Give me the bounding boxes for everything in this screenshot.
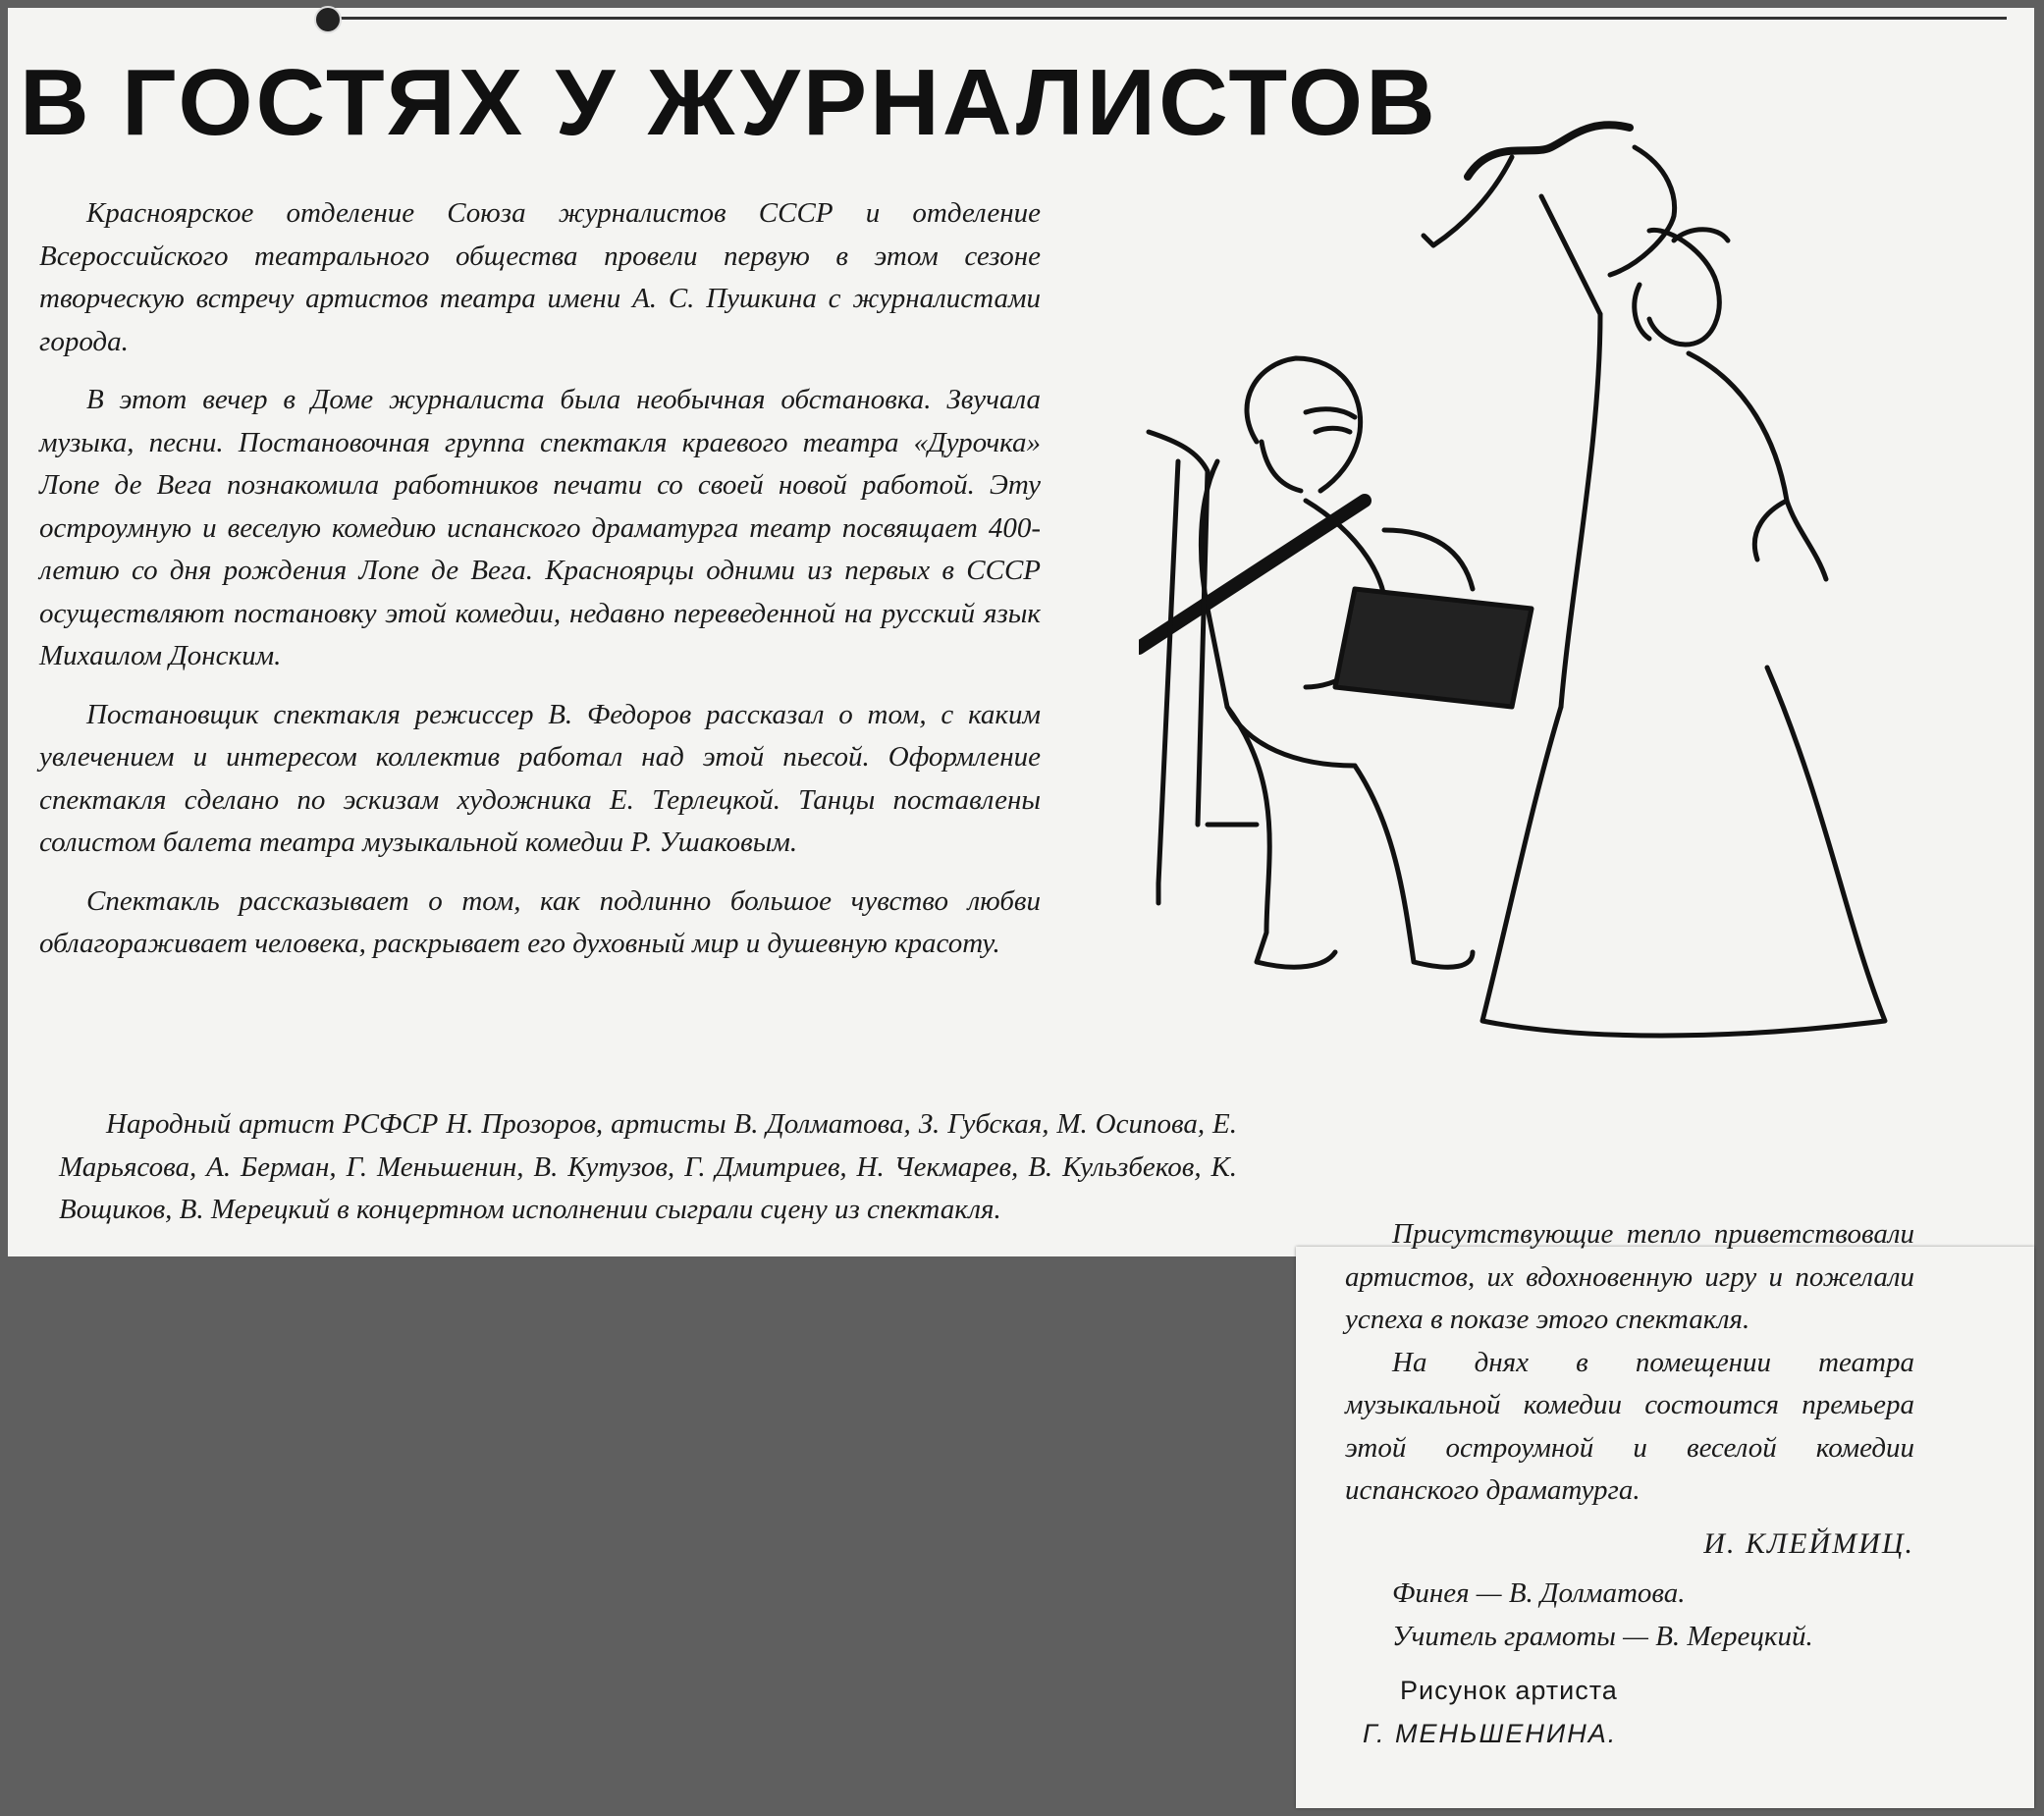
pin (314, 6, 342, 33)
paragraph: В этот вечер в Доме журналиста была необычная обстановка. Звучала музыка, песни. Постановочная группа спектакля краевого театра «Дурочка» Лопе де Вега познакомила работников печати со своей новой работой. Эту остроумную и веселую комедию испанского драматурга театр посвящает 400-летию со дня рождения Лопе де Вега. Красноярцы одними из первых в СССР осуществляют постановку этой комедии, недавно переведенной на русский язык Михаилом Донским. (39, 384, 1041, 671)
credit-label: Рисунок артиста (1400, 1676, 1618, 1705)
cast-paragraph (59, 1103, 1237, 1232)
paragraph: Постановщик спектакля режиссер В. Федоров рассказал о том, с каким увлечением и интересом коллектив работал над этой пьесой. Оформление спектакля сделано по эскизам художника Е. Терлецкой. Танцы поставлены солистом балета театра музыкальной комедии Р. Ушаковым. (39, 698, 1041, 858)
headline: В ГОСТЯХ У ЖУРНАЛИСТОВ (20, 50, 1438, 155)
closing-column (1345, 1213, 1914, 1755)
cast-text: Народный артист РСФСР Н. Прозоров, артисты В. Долматова, З. Губская, М. Осипова, Е. Марьясова, А. Берман, Г. Меньшенин, В. Кутузов, Г. Дмитриев, Н. Чекмарев, В. Кульзбеков, К. Вощиков, В. Мерецкий в концертном исполнении сыграли сцену из спектакля. (59, 1108, 1237, 1225)
role-line: Учитель грамоты — В. Мерецкий. (1392, 1620, 1813, 1652)
closing-paragraph: Присутствующие тепло приветствовали артистов, их вдохновенную игру и пожелали успеха в показе этого спектакля. (1345, 1218, 1914, 1335)
mounting-line (338, 17, 2007, 20)
credit-name: Г. МЕНЬШЕНИНА. (1363, 1718, 1618, 1748)
archive-stamp (1950, 294, 2009, 1374)
signature: И. КЛЕЙМИЦ. (1703, 1526, 1914, 1560)
article-body (39, 192, 1041, 966)
role-line: Финея — В. Долматова. (1392, 1577, 1686, 1609)
closing-paragraph: На днях в помещении театра музыкальной комедии состоится премьера этой остроумной и веселой комедии испанского драматурга. (1345, 1346, 1914, 1506)
paragraph: Спектакль рассказывает о том, как подлинно большое чувство любви облагораживает человека, раскрывает его духовный мир и душевную красоту. (39, 884, 1041, 959)
paragraph: Красноярское отделение Союза журналистов СССР и отделение Всероссийского театрального общества провели первую в этом сезоне творческую встречу артистов театра имени А. С. Пушкина с журналистами города. (39, 197, 1041, 357)
illustration-sketch (1139, 118, 1905, 1050)
